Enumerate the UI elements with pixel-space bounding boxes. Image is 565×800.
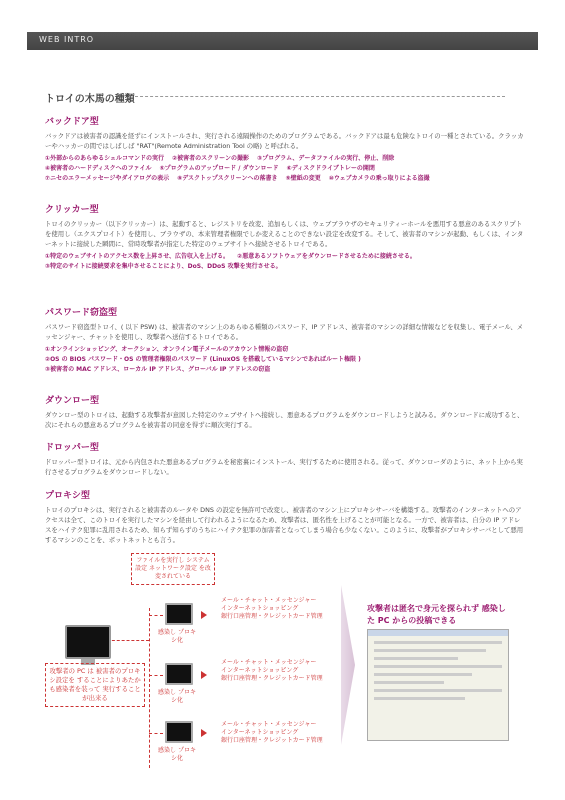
section-dropper [45, 440, 525, 477]
arrow-icon [201, 729, 207, 737]
title-divider [135, 96, 505, 97]
screenshot-line [374, 641, 502, 644]
arrow-icon [201, 671, 207, 679]
feature-item: ②被害者のスクリーンの撮影 [172, 155, 250, 162]
section-body: ドロッパー型トロイは、元から内包された悪意あるプログラムを秘密裏にインストール、実行するために使用される。従って、ダウンローダのように、ネット上から実行させるプログラムをダウンロードしない。 [45, 458, 523, 476]
screenshot-line [374, 697, 465, 700]
section-body: ダウンロー型のトロイは、起動する攻撃者が意図した特定のウェブサイトへ接続し、悪意あるプログラムをダウンロードしようと試みる。ダウンロードに成功すると、次にそれらの悪意あるプログラムを被害者の同意を得ずに順次実行する。 [45, 411, 524, 429]
feature-item: ③特定のサイトに接続要求を集中させることにより、DoS、DDoS 攻撃を実行させる。 [45, 263, 282, 270]
section-title: クリッカー型 [45, 205, 99, 215]
feature-item: ⑥ディスクドライブトレーの開閉 [286, 165, 375, 172]
infected-label: 感染し プロキシ化 [158, 629, 196, 644]
screenshot-line [374, 657, 458, 660]
section-password [45, 305, 525, 375]
section-body: トロイのクリッカー（以下クリッカー）は、起動すると、レジストリを改変、追加もしくは、ウェブブラウザのセキュリティーホールを悪用する悪意のあるスクリプトを使用し（エクスプロイト）を使用し、ブラウザの、本来管理者権限でしか変えることのできない設定を改変する。そして、被害者のマシンが起動、もしくは、インターネットに接続した瞬間に、常時攻撃者が指定した特定のウェブサイトへ接続させるトロイである。 [45, 220, 524, 248]
attacker-pc-label: 攻撃者の PC は 被害者のプロキシ設定を することによりあたかも感染者を装って 実行することが出来る [45, 663, 145, 707]
section-backdoor [45, 114, 525, 184]
connector-line [149, 675, 163, 676]
service-list [221, 659, 323, 683]
header-label: WEB INTRO [39, 35, 95, 44]
section-downloader [45, 393, 525, 430]
service-item: 銀行口座管理・クレジットカード管理 [221, 737, 323, 744]
feature-item: ①オンラインショッピング、オークション、オンライン電子メールのアカウント情報の盗窃 [45, 346, 289, 353]
infected-pc-icon [165, 603, 193, 625]
section-clicker [45, 202, 525, 272]
section-body: トロイのプロキシは、実行されると被害者のルータや DNS の設定を無許可で改変し、被害者のマシン上にプロキシサーバを構築する。攻撃者のインターネットへのアクセスは全て、このトロイを実行したマシンを経由して行われるようになるため、攻撃者は、匿名性を上げることが可能となる。一方で、被害者は、自分の IP アドレスをハイテク犯罪に乱用されるため、知らず知らずのうちにハイテク犯罪の加害者となってしまう場合も少なくない。このように、攻撃者がプロキシサーバとして悪用するマシンのことを、ボットネットとも言う。 [45, 506, 524, 544]
feature-item: ③被害者の MAC アドレス、ローカル IP アドレス、グローバル IP アドレスの窃盗 [45, 366, 271, 373]
note-box: ファイルを実行し システム設定 ネットワーク設定 を改変されている [131, 553, 215, 585]
forum-screenshot [367, 629, 509, 741]
section-title: パスワード窃盗型 [45, 308, 118, 318]
page-title: トロイの木馬の種類 [45, 94, 135, 105]
screenshot-line [374, 681, 444, 684]
screenshot-line [374, 689, 502, 692]
infected-pc-icon [165, 663, 193, 685]
infected-label: 感染し プロキシ化 [158, 747, 196, 762]
feature-list [45, 252, 525, 272]
screenshot-line [374, 673, 472, 676]
service-item: メール・チャット・メッセンジャー [221, 721, 317, 728]
section-body: パスワード窃盗型トロイ、( 以下 PSW) は、被害者のマシン上のあらゆる種類のパスワード、IP アドレス、被害者のマシンの詳細な情報などを収集し、電子メール、メッセンジャー、チャットを使用し、攻撃者へ送信するトロイである。 [45, 323, 524, 341]
service-list [221, 721, 323, 745]
feature-list [45, 345, 525, 375]
section-body: バックドアは被害者の認識を経ずにインストールされ、実行される遠隔操作のためのプログラムである。バックドアは最も危険なトロイの一種とされている。クラッカーやハッカーの間ではしばしば "RAT"(Remote Administration Tool の略) と呼ばれる。 [45, 132, 524, 150]
connector-line [149, 608, 150, 768]
feature-item: ④被害者のハードディスクへのファイル [45, 165, 152, 172]
big-arrow-icon [341, 585, 355, 745]
connector-line [149, 615, 163, 616]
feature-item: ②悪意あるソフトウェアをダウンロードさせるために接続させる。 [237, 253, 416, 260]
section-title: ダウンロー型 [45, 396, 100, 406]
feature-item: ⑧デスクトップスクリーンへの落書き [177, 175, 278, 182]
service-item: インターネットショッピング [221, 667, 299, 674]
feature-item: ⑤プログラムのアップロード / ダウンロード [159, 165, 279, 172]
callout-text: 攻撃者は匿名で身元を探られず 感染した PC からの投稿できる [367, 604, 506, 625]
connector-line [107, 640, 149, 641]
service-item: メール・チャット・メッセンジャー [221, 597, 317, 604]
feature-item: ①外部からのあらゆるシェルコマンドの実行 [45, 155, 164, 162]
service-item: 銀行口座管理・クレジットカード管理 [221, 613, 323, 620]
feature-item: ②OS の BIOS パスワード・OS の管理者権限のパスワード (LinuxOS を搭載しているマシンであればルート権限 ) [45, 356, 361, 363]
screenshot-titlebar [368, 630, 508, 636]
feature-list [45, 154, 525, 184]
section-title: バックドア型 [45, 117, 99, 127]
feature-item: ⑩ウェブカメラの乗っ取りによる盗撮 [328, 175, 430, 182]
attacker-pc-icon [65, 625, 111, 659]
section-proxy [45, 488, 525, 545]
infected-label: 感染し プロキシ化 [158, 689, 196, 704]
feature-item: ⑨壁紙の変更 [285, 175, 321, 182]
infected-pc-icon [165, 721, 193, 743]
screenshot-line [374, 649, 486, 652]
proxy-diagram [45, 545, 525, 775]
screenshot-line [374, 665, 502, 668]
service-item: インターネットショッピング [221, 605, 299, 612]
feature-item: ⑦ニセのエラーメッセージやダイアログの表示 [45, 175, 170, 182]
feature-item: ①特定のウェブサイトのアクセス数を上昇させ、広告収入を上げる。 [45, 253, 230, 260]
arrow-icon [201, 611, 207, 619]
service-item: 銀行口座管理・クレジットカード管理 [221, 675, 323, 682]
section-title: ドロッパー型 [45, 443, 99, 453]
service-list [221, 597, 323, 621]
feature-item: ③プログラム、データファイルの実行、停止、削除 [257, 155, 395, 162]
connector-line [149, 733, 163, 734]
service-item: インターネットショッピング [221, 729, 299, 736]
section-title: プロキシ型 [45, 491, 90, 501]
header-bar [27, 32, 538, 50]
service-item: メール・チャット・メッセンジャー [221, 659, 317, 666]
